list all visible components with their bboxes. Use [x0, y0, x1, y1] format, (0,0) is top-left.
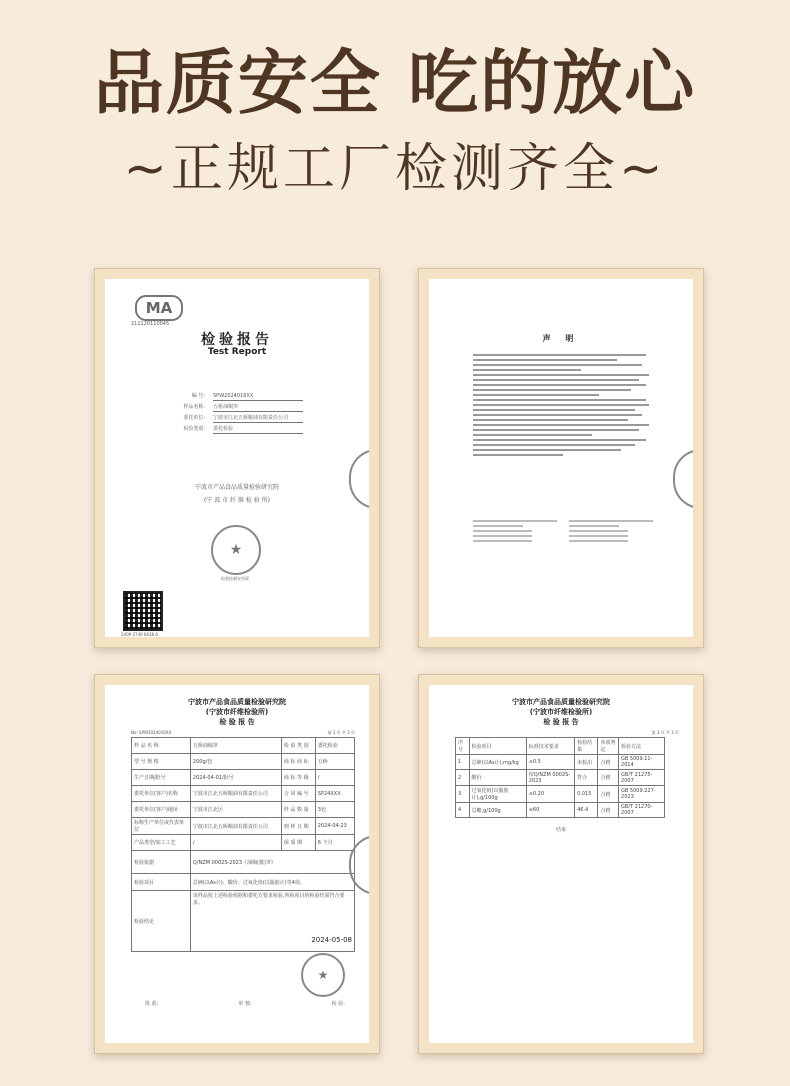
table-cell: /: [315, 770, 354, 786]
table-cell: 0.015: [575, 786, 598, 803]
table-cell: 商 标 等 级: [281, 770, 315, 786]
table-cell: 样 品 数 量: [281, 802, 315, 818]
sign-test-label: 检 验:: [331, 1001, 345, 1007]
cover-stamp-icon: ★: [211, 525, 261, 575]
table-cell: 未检出: [575, 755, 598, 770]
table-cell: 五桥: [315, 754, 354, 770]
table-cell: 按Q/NZM 0002S-2023: [526, 770, 574, 786]
table-row: [456, 786, 665, 803]
items-value: 总砷(以As计)、酸价、过氧化值(以脂肪计)等4项。: [190, 874, 354, 891]
table-cell: 46.4: [575, 803, 598, 818]
subline: ~正规工厂检测齐全~: [123, 139, 667, 199]
table-cell: GB/T 21270-2007: [619, 803, 665, 818]
cover-institute-sub: (宁 波 市 纤 维 检 验 所): [203, 497, 271, 504]
report2-org-sub: (宁波市纤维检验所): [529, 708, 593, 716]
table-cell: 合格: [598, 786, 619, 803]
report2-page: 第 3 页 共 3 页: [651, 730, 679, 735]
table-cell: 2024-04-01/批号: [190, 770, 281, 786]
table-cell: 1: [456, 755, 470, 770]
table-cell: 总砷(以As计),mg/kg: [469, 755, 526, 770]
cma-mark: MA: [145, 299, 173, 317]
table-cell: 型 号 规 格: [132, 754, 191, 770]
table-header-cell: 检验项目: [469, 738, 526, 755]
sign-review-label: 审 核:: [238, 1001, 252, 1007]
table-header-cell: 序号: [456, 738, 470, 755]
table-cell: 2: [456, 770, 470, 786]
table-row: [132, 835, 355, 851]
statement-edge-stamp-icon: [673, 449, 693, 509]
cover-institute: 宁波市产品食品质量检验研究院: [194, 484, 279, 491]
table-cell: 合 同 编 号: [281, 786, 315, 802]
table-cell: 委托单位(客户)名称: [132, 786, 191, 802]
table-header-cell: 标准技术要求: [526, 738, 574, 755]
report1-title: 检 验 报 告: [219, 718, 255, 726]
cover-title: 检验报告: [201, 332, 273, 348]
report-page3: [429, 685, 693, 1043]
field-value: 宁波市江北五桥粮油有限责任公司: [213, 415, 303, 423]
table-cell: /: [190, 835, 281, 851]
report2-table: [455, 737, 665, 818]
qr-caption: 2409 2749 6638 6: [121, 632, 158, 637]
table-cell: 宁波市江北五桥粮油有限责任公司: [190, 818, 281, 835]
table-header-cell: 单项判定: [598, 738, 619, 755]
table-cell: 委托单位(客户)地址: [132, 802, 191, 818]
table-cell: 过氧化值(以脂肪计),g/100g: [469, 786, 526, 803]
table-row: [456, 803, 665, 818]
qr-code-icon: [123, 591, 163, 631]
table-cell: 合格: [598, 803, 619, 818]
table-cell: 五桥油焖笋: [190, 738, 281, 754]
table-cell: 200g/包: [190, 754, 281, 770]
report1-table: [131, 737, 355, 952]
cma-logo: [135, 295, 183, 321]
table-cell: 到 样 日 期: [281, 818, 315, 835]
cover-title-en: Test Report: [207, 347, 267, 357]
table-row: [132, 802, 355, 818]
report-page1: [105, 685, 369, 1043]
table-row: [132, 754, 355, 770]
items-label: 检验项目: [132, 874, 191, 891]
field-value: 委托检验: [213, 426, 303, 434]
sign-approve-label: 批 准:: [145, 1001, 159, 1007]
table-row: [456, 755, 665, 770]
table-header-row: [456, 738, 665, 755]
table-cell: 检 验 类 别: [281, 738, 315, 754]
table-row: [456, 770, 665, 786]
table-cell: 产品类型/加工工艺: [132, 835, 191, 851]
table-header-cell: 检验结果: [575, 738, 598, 755]
table-cell: SP24XXX: [315, 786, 354, 802]
table-row: [132, 770, 355, 786]
report1-page: 第 1 页 共 3 页: [327, 730, 355, 735]
table-row: [132, 818, 355, 835]
report1-stamp-icon: ★: [301, 953, 345, 997]
field-label: 委托单位:: [183, 415, 205, 421]
field-label: 检验类别:: [183, 426, 205, 432]
table-cell: 委托检验: [315, 738, 354, 754]
cover-field-type: [145, 426, 345, 434]
table-cell: GB 5009.227-2023: [619, 786, 665, 803]
report2-end: 结束: [555, 827, 566, 833]
table-row: [132, 738, 355, 754]
report-cover-page: [105, 279, 369, 637]
report1-org-sub: (宁波市纤维检验所): [205, 708, 269, 716]
signature-row: [145, 1001, 345, 1008]
statement-page: [429, 279, 693, 637]
headline: 品质安全 吃的放心: [93, 42, 697, 124]
statement-text-block: [473, 351, 653, 459]
table-cell: 宁波市江北区: [190, 802, 281, 818]
field-label: 编 号:: [191, 393, 205, 399]
field-value: SPW2024016XX: [213, 393, 303, 401]
basis-value: Q/NZM 0002S-2023《油焖(酱)笋》: [190, 851, 354, 874]
report1-org: 宁波市产品食品质量检验研究院: [188, 698, 286, 706]
field-value: 五桥油焖笋: [213, 404, 303, 412]
table-header-cell: 检验方法: [619, 738, 665, 755]
table-cell: 酸价: [469, 770, 526, 786]
table-cell: 3: [456, 786, 470, 803]
cover-stamp-text: 检验检测专用章: [221, 576, 249, 581]
table-cell: ≤60: [526, 803, 574, 818]
table-cell: ≤0.20: [526, 786, 574, 803]
statement-contact-block: [473, 517, 653, 545]
table-cell: 合格: [598, 770, 619, 786]
report-page3-frame: [418, 674, 704, 1054]
table-cell: 合格: [598, 755, 619, 770]
table-cell: 样 品 名 称: [132, 738, 191, 754]
table-cell: 4: [456, 803, 470, 818]
report-cover-frame: [94, 268, 380, 648]
report2-title: 检 验 报 告: [543, 718, 579, 726]
table-row: [132, 874, 355, 891]
table-cell: 生产日期/批号: [132, 770, 191, 786]
statement-title: 声 明: [542, 334, 580, 343]
cma-number: 211120110045: [131, 321, 170, 327]
table-cell: GB/T 21275-2007: [619, 770, 665, 786]
table-cell: 总糖,g/100g: [469, 803, 526, 818]
table-cell: GB 5009.11-2014: [619, 755, 665, 770]
report1-no: No: SPW2024016XX: [131, 730, 172, 735]
table-cell: 3包: [315, 802, 354, 818]
cover-field-sample: [145, 404, 345, 412]
cover-field-client: [145, 415, 345, 423]
table-cell: 保 质 期: [281, 835, 315, 851]
report-page1-frame: [94, 674, 380, 1054]
cover-field-no: [145, 393, 345, 401]
cover-fields: [145, 393, 345, 437]
conclusion-label: 检验结论: [132, 891, 191, 952]
table-cell: ≤0.5: [526, 755, 574, 770]
report2-org: 宁波市产品食品质量检验研究院: [512, 698, 610, 706]
table-cell: 商 标 商 标: [281, 754, 315, 770]
field-label: 样品名称:: [183, 404, 205, 410]
table-row: [132, 891, 355, 952]
table-cell: 6 个月: [315, 835, 354, 851]
table-cell: 宁波市江北五桥粮油有限责任公司: [190, 786, 281, 802]
basis-label: 检验依据: [132, 851, 191, 874]
conclusion-value: 该样品按上述检验依据和委托方要求检验,所检项目的检验结果符合要求。: [192, 893, 345, 906]
table-row: [132, 786, 355, 802]
table-cell: 2024-04-23: [315, 818, 354, 835]
table-cell: 符合: [575, 770, 598, 786]
statement-frame: [418, 268, 704, 648]
table-row: [132, 851, 355, 874]
report1-date: 2024-05-08: [311, 936, 352, 944]
table-cell: 标称生产单位或代表单位: [132, 818, 191, 835]
